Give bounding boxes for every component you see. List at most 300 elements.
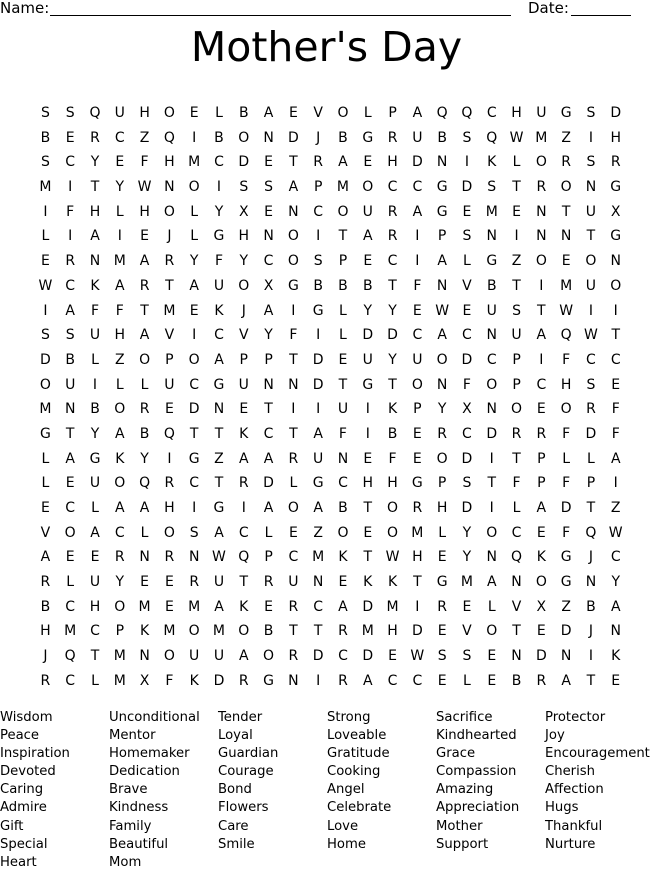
grid-letter: N [213, 401, 225, 418]
grid-letter: O [163, 524, 175, 541]
grid-letter: K [338, 549, 348, 566]
grid-letter: H [387, 475, 398, 492]
grid-letter: Q [461, 105, 473, 121]
grid-letter: N [511, 574, 522, 591]
grid-letter: I [588, 648, 593, 665]
grid-letter: G [362, 129, 374, 146]
grid-letter: E [536, 401, 546, 418]
grid-letter: E [288, 105, 298, 121]
grid-letter: A [90, 228, 100, 245]
grid-letter: D [238, 154, 250, 171]
grid-letter: W [385, 549, 400, 566]
grid-letter: A [338, 598, 348, 615]
grid-letter: N [337, 450, 349, 467]
grid-letter: Y [437, 401, 447, 418]
grid-letter: B [65, 351, 75, 368]
grid-letter: H [164, 154, 175, 171]
grid-letter: C [586, 351, 596, 368]
grid-letter: E [40, 500, 50, 516]
grid-letter: A [313, 500, 323, 516]
grid-letter: M [113, 253, 126, 270]
grid-letter: D [610, 105, 622, 121]
grid-letter: N [164, 179, 175, 196]
grid-letter: O [163, 105, 175, 121]
grid-letter: R [114, 549, 125, 566]
grid-letter: I [192, 327, 197, 344]
grid-letter: M [212, 623, 226, 640]
grid-letter: H [610, 129, 621, 146]
grid-letter: N [486, 327, 497, 344]
grid-letter: B [238, 105, 249, 121]
grid-letter: Z [313, 524, 323, 541]
grid-letter: T [140, 302, 149, 319]
grid-letter: B [338, 129, 348, 146]
grid-letter: U [89, 475, 101, 492]
grid-letter: O [387, 524, 399, 541]
word-list-item: Devoted [0, 764, 56, 780]
grid-letter: M [39, 401, 52, 418]
grid-letter: E [561, 253, 571, 270]
grid-letter: V [462, 277, 472, 294]
grid-letter: C [65, 500, 76, 516]
grid-letter: O [238, 623, 250, 640]
grid-letter: A [65, 450, 75, 467]
grid-letter: E [288, 524, 298, 541]
grid-letter: O [188, 623, 200, 640]
grid-letter: Q [64, 648, 76, 665]
grid-letter: I [489, 450, 494, 467]
grid-letter: L [140, 376, 149, 393]
grid-letter: K [487, 154, 497, 171]
grid-letter: N [536, 203, 547, 220]
grid-letter: O [387, 500, 399, 516]
grid-letter: C [387, 179, 398, 196]
grid-letter: E [338, 574, 348, 591]
grid-letter: N [511, 648, 522, 665]
grid-letter: O [535, 574, 547, 591]
word-list-item: Heart [0, 854, 37, 870]
grid-letter: O [486, 524, 498, 541]
word-list-item: Appreciation [436, 800, 520, 816]
grid-letter: T [289, 425, 298, 442]
grid-letter: E [65, 129, 75, 146]
grid-letter: Y [264, 327, 273, 344]
grid-letter: E [611, 672, 621, 689]
grid-letter: D [362, 598, 374, 615]
grid-letter: Z [114, 351, 125, 368]
grid-letter: E [437, 549, 447, 566]
grid-letter: C [263, 253, 274, 270]
grid-letter: E [437, 672, 447, 689]
grid-letter: N [436, 376, 448, 393]
grid-letter: O [535, 253, 547, 270]
grid-letter: A [214, 524, 224, 541]
grid-letter: F [562, 524, 571, 541]
word-list-item: Affection [545, 782, 604, 798]
grid-letter: V [462, 623, 472, 640]
grid-letter: R [189, 574, 200, 591]
grid-letter: M [39, 179, 52, 196]
grid-letter: G [560, 574, 572, 591]
grid-letter: E [412, 425, 422, 442]
grid-letter: G [312, 475, 324, 492]
grid-letter: P [512, 376, 521, 393]
grid-letter: I [216, 179, 222, 196]
grid-letter: C [313, 598, 324, 615]
grid-letter: A [90, 524, 100, 541]
grid-letter: S [189, 524, 199, 541]
grid-letter: H [139, 105, 150, 121]
grid-letter: E [264, 154, 273, 171]
word-list-item: Thankful [545, 818, 603, 834]
grid-letter: P [165, 351, 174, 368]
grid-letter: M [64, 623, 77, 640]
grid-letter: D [411, 623, 423, 640]
grid-letter: R [437, 598, 448, 615]
grid-letter: U [313, 450, 324, 467]
grid-letter: L [115, 376, 124, 393]
grid-letter: G [486, 253, 498, 270]
grid-letter: P [537, 450, 546, 467]
grid-letter: S [462, 129, 472, 146]
word-list-item: Strong [327, 710, 371, 725]
word-list-item: Compassion [436, 764, 517, 780]
grid-letter: I [167, 450, 172, 467]
grid-letter: A [40, 549, 51, 566]
grid-letter: V [313, 105, 323, 121]
grid-letter: O [114, 475, 126, 492]
grid-letter: H [412, 549, 423, 566]
grid-letter: P [512, 351, 521, 368]
grid-letter: L [215, 105, 223, 121]
grid-letter: N [263, 376, 274, 393]
grid-letter: B [40, 598, 51, 615]
grid-letter: C [65, 672, 76, 689]
grid-letter: H [89, 203, 101, 220]
word-list-item: Loveable [327, 728, 387, 744]
grid-letter: N [486, 549, 497, 566]
grid-letter: C [412, 672, 423, 689]
grid-letter: I [192, 129, 197, 146]
grid-letter: H [89, 598, 101, 615]
grid-letter: Z [561, 598, 571, 615]
grid-letter: H [139, 203, 150, 220]
grid-letter: N [536, 228, 547, 245]
grid-letter: B [40, 129, 51, 146]
grid-letter: R [536, 425, 547, 442]
grid-letter: T [363, 500, 373, 516]
grid-letter: D [287, 129, 299, 146]
grid-letter: P [437, 228, 447, 245]
grid-letter: L [264, 524, 273, 541]
grid-letter: T [338, 228, 348, 245]
word-list-item: Loyal [218, 728, 253, 744]
grid-letter: N [263, 129, 274, 146]
grid-letter: G [411, 475, 423, 492]
grid-letter: S [40, 105, 50, 121]
grid-letter: S [512, 302, 521, 319]
grid-letter: T [512, 277, 521, 294]
grid-letter: B [362, 277, 373, 294]
grid-letter: K [189, 672, 199, 689]
grid-letter: R [40, 672, 51, 689]
grid-letter: C [610, 351, 621, 368]
grid-letter: A [288, 179, 299, 196]
grid-letter: R [164, 253, 175, 270]
word-list-item: Tender [218, 710, 263, 725]
grid-letter: Y [140, 450, 149, 467]
grid-letter: L [41, 450, 50, 467]
grid-letter: T [586, 672, 596, 689]
grid-letter: P [264, 351, 273, 368]
grid-letter: U [288, 574, 299, 591]
grid-letter: K [536, 549, 546, 566]
grid-letter: A [263, 302, 274, 319]
grid-letter: Y [90, 425, 100, 442]
grid-letter: E [140, 228, 150, 245]
letter-grid [33, 101, 628, 694]
grid-letter: U [585, 277, 597, 294]
grid-letter: E [90, 549, 100, 566]
grid-letter: B [511, 672, 522, 689]
grid-letter: T [165, 277, 174, 294]
grid-letter: Y [214, 203, 224, 220]
grid-letter: D [362, 648, 374, 665]
grid-letter: R [387, 228, 398, 245]
grid-letter: D [263, 475, 274, 492]
grid-letter: I [415, 253, 420, 270]
grid-letter: E [363, 253, 373, 270]
grid-letter: C [189, 376, 200, 393]
grid-letter: J [316, 129, 321, 146]
grid-letter: E [437, 623, 447, 640]
grid-letter: A [65, 302, 75, 319]
grid-letter: L [41, 475, 50, 492]
grid-letter: S [586, 154, 596, 171]
grid-letter: S [65, 327, 75, 344]
grid-letter: C [511, 524, 522, 541]
grid-letter: I [539, 351, 544, 368]
grid-letter: O [287, 500, 299, 516]
grid-letter: I [613, 475, 618, 492]
grid-letter: Y [462, 549, 472, 566]
grid-letter: U [65, 376, 76, 393]
grid-letter: C [387, 253, 398, 270]
grid-letter: A [189, 277, 199, 294]
grid-letter: A [313, 425, 323, 442]
grid-letter: M [163, 302, 176, 319]
grid-letter: F [165, 672, 174, 689]
grid-letter: N [139, 549, 150, 566]
grid-letter: L [438, 524, 447, 541]
grid-letter: A [115, 425, 125, 442]
grid-letter: L [190, 203, 199, 220]
grid-letter: T [90, 648, 100, 665]
grid-letter: D [461, 179, 473, 196]
grid-letter: N [288, 203, 299, 220]
grid-letter: E [40, 253, 50, 270]
grid-letter: L [41, 228, 50, 245]
grid-letter: F [388, 450, 397, 467]
grid-letter: B [214, 129, 224, 146]
grid-letter: F [66, 203, 75, 220]
grid-letter: R [263, 574, 274, 591]
grid-letter: E [388, 648, 397, 665]
grid-letter: G [213, 376, 225, 393]
grid-letter: G [89, 450, 101, 467]
grid-letter: R [437, 425, 448, 442]
grid-letter: T [413, 574, 422, 591]
grid-letter: C [238, 524, 249, 541]
grid-letter: C [338, 648, 348, 665]
grid-letter: D [535, 648, 547, 665]
grid-letter: C [90, 623, 100, 640]
grid-letter: M [113, 648, 126, 665]
grid-letter: R [139, 277, 150, 294]
date-label: Date: [528, 0, 569, 17]
grid-letter: T [512, 623, 521, 640]
word-list-item: Angel [327, 782, 365, 798]
word-list-item: Courage [218, 764, 274, 780]
grid-letter: T [264, 401, 273, 418]
grid-letter: A [610, 450, 621, 467]
word-list-item: Mother [436, 818, 483, 834]
grid-letter: U [213, 648, 225, 665]
grid-letter: L [512, 500, 521, 516]
grid-letter: R [610, 154, 621, 171]
grid-letter: C [114, 524, 125, 541]
grid-letter: X [238, 203, 249, 220]
word-list-item: Care [218, 818, 249, 834]
grid-letter: A [412, 203, 423, 220]
grid-letter: E [189, 105, 199, 121]
grid-letter: M [560, 277, 573, 294]
grid-letter: Y [189, 253, 199, 270]
grid-letter: R [387, 203, 398, 220]
grid-letter: E [462, 302, 472, 319]
grid-letter: C [313, 203, 324, 220]
grid-letter: S [586, 105, 596, 121]
word-list-item: Unconditional [109, 710, 200, 725]
grid-letter: W [435, 302, 450, 319]
grid-letter: R [536, 672, 547, 689]
grid-letter: A [338, 154, 348, 171]
grid-letter: C [288, 549, 299, 566]
grid-letter: F [214, 253, 223, 270]
grid-letter: K [239, 598, 249, 615]
grid-letter: C [214, 327, 224, 344]
grid-letter: H [238, 228, 250, 245]
grid-letter: N [288, 376, 299, 393]
grid-letter: A [362, 228, 373, 245]
grid-letter: M [485, 203, 498, 220]
grid-letter: U [412, 351, 423, 368]
grid-letter: N [312, 574, 324, 591]
grid-letter: A [412, 105, 423, 121]
grid-letter: S [313, 253, 323, 270]
grid-letter: L [363, 105, 372, 121]
grid-letter: T [90, 179, 100, 196]
grid-letter: D [387, 327, 398, 344]
word-list-item: Kindhearted [436, 728, 517, 744]
grid-letter: E [164, 598, 174, 615]
grid-letter: T [512, 450, 521, 467]
grid-letter: E [512, 203, 521, 220]
grid-letter: R [288, 450, 299, 467]
grid-letter: U [337, 401, 349, 418]
grid-letter: W [584, 327, 598, 344]
grid-letter: I [365, 401, 370, 418]
grid-letter: U [114, 105, 125, 121]
grid-letter: Y [239, 253, 249, 270]
word-list-item: Amazing [436, 782, 494, 798]
grid-letter: W [559, 302, 574, 319]
grid-letter: C [486, 351, 497, 368]
grid-letter: Y [388, 351, 397, 368]
grid-letter: F [413, 277, 422, 294]
grid-letter: R [90, 129, 100, 146]
grid-letter: L [463, 253, 471, 270]
grid-letter: T [487, 475, 497, 492]
grid-letter: O [64, 524, 76, 541]
grid-letter: P [413, 401, 422, 418]
grid-letter: F [611, 425, 620, 442]
grid-letter: O [362, 179, 374, 196]
grid-letter: C [189, 475, 200, 492]
grid-letter: P [313, 179, 323, 196]
grid-letter: L [190, 228, 199, 245]
grid-letter: R [288, 598, 299, 615]
grid-letter: O [188, 179, 200, 196]
word-list-item: Home [327, 836, 366, 852]
grid-letter: O [511, 401, 523, 418]
grid-letter: Y [388, 302, 397, 319]
grid-letter: D [362, 327, 374, 344]
grid-letter: N [89, 253, 101, 270]
name-label: Name: [0, 0, 50, 17]
grid-letter: O [535, 154, 547, 171]
grid-letter: I [68, 228, 73, 245]
grid-letter: N [610, 623, 621, 640]
grid-letter: R [164, 475, 175, 492]
grid-letter: O [337, 524, 349, 541]
grid-letter: F [140, 154, 149, 171]
grid-letter: F [338, 425, 347, 442]
grid-letter: Q [560, 327, 572, 344]
grid-letter: Z [610, 500, 621, 516]
grid-letter: Y [363, 302, 373, 319]
grid-letter: D [411, 154, 423, 171]
grid-letter: A [362, 672, 373, 689]
grid-letter: J [588, 623, 593, 640]
grid-letter: G [188, 450, 200, 467]
grid-letter: I [588, 129, 593, 146]
grid-letter: G [263, 672, 274, 689]
word-list-item: Flowers [218, 800, 269, 816]
grid-letter: D [585, 425, 597, 442]
grid-letter: E [487, 648, 497, 665]
word-list-item: Grace [436, 746, 476, 762]
grid-letter: N [64, 401, 76, 418]
grid-letter: A [238, 450, 249, 467]
grid-letter: A [536, 500, 547, 516]
grid-letter: N [436, 277, 448, 294]
grid-letter: N [560, 228, 572, 245]
grid-letter: V [164, 327, 175, 344]
grid-letter: P [239, 351, 248, 368]
grid-letter: L [587, 450, 595, 467]
grid-letter: K [139, 623, 150, 640]
